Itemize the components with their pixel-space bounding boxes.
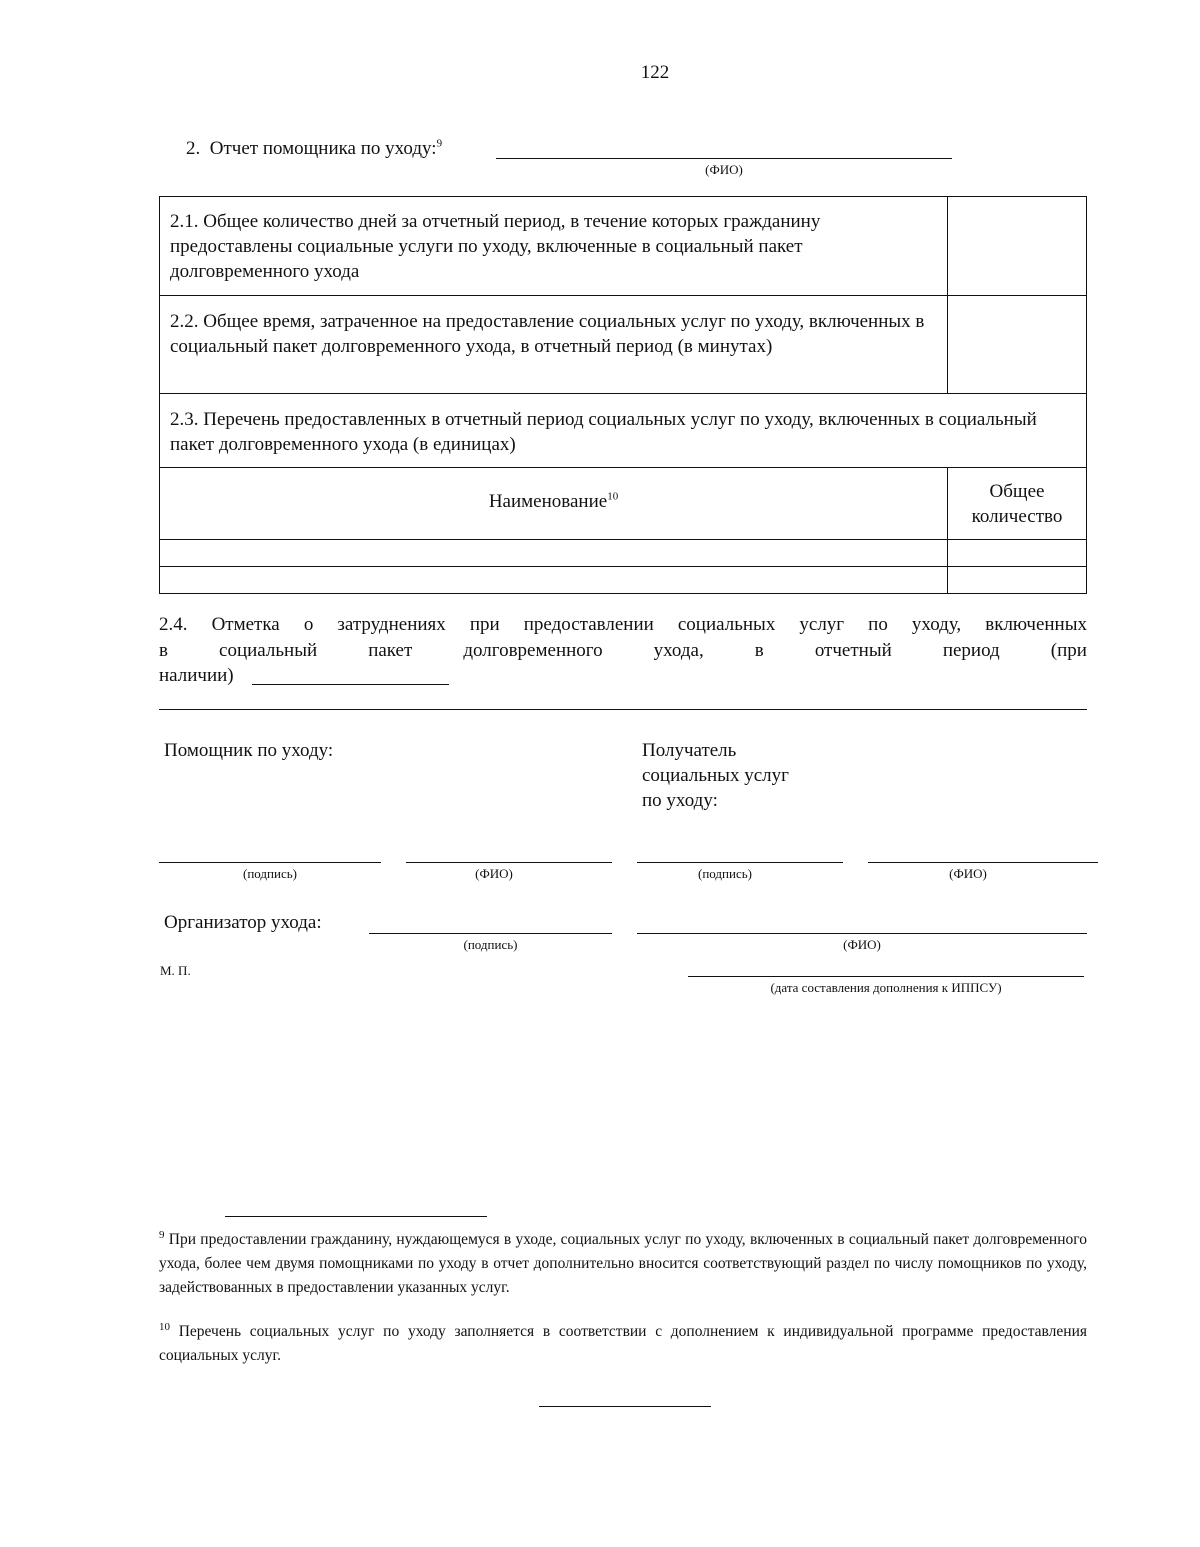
organizer-name-field[interactable] bbox=[637, 933, 1087, 934]
recipient-label-line-3: по уходу: bbox=[642, 790, 718, 811]
row-2-2-text: 2.2. Общее время, затраченное на предоставление социальных услуг по уходу, включенных в социальный пакет долговременного ухода, в отчетный период (в минутах) bbox=[170, 311, 925, 357]
difficulties-word: в bbox=[754, 640, 764, 661]
assistant-name-field-bottom[interactable] bbox=[406, 862, 612, 863]
recipient-label-line-1: Получатель bbox=[642, 740, 737, 761]
assistant-name-field[interactable] bbox=[496, 158, 952, 159]
footnote-9-text: При предоставлении гражданину, нуждающемуся в уходе, социальных услуг по уходу, включенных в социальный пакет долговременного ухода, более чем двумя помощниками по уходу в отчет дополнительно вносится соответствующий раздел по числу помощников по уходу, задействованных в предоставлении указанных услуг. bbox=[159, 1231, 1087, 1296]
organizer-label: Организатор ухода: bbox=[164, 912, 322, 933]
organizer-signature-field[interactable] bbox=[369, 933, 612, 934]
difficulties-line-1: 2.4. Отметка о затруднениях при предоставлении социальных услуг по уходу, включенных bbox=[159, 614, 1087, 635]
recipient-label bbox=[642, 738, 789, 813]
recipient-signature-caption: (подпись) bbox=[698, 866, 752, 881]
recipient-signature-field[interactable] bbox=[637, 862, 843, 863]
section-title bbox=[186, 136, 442, 161]
column-header-count bbox=[948, 479, 1086, 529]
end-separator bbox=[539, 1406, 711, 1407]
column-header-count-line2: количество bbox=[971, 506, 1063, 527]
recipient-name-field[interactable] bbox=[868, 862, 1098, 863]
page-number: 122 bbox=[640, 62, 670, 83]
column-divider bbox=[947, 467, 948, 593]
empty-row-1-name[interactable] bbox=[160, 540, 947, 565]
column-header-count-line1: Общее bbox=[989, 481, 1045, 502]
difficulties-word: долговременного bbox=[463, 640, 603, 661]
column-header-name-text: Наименование bbox=[488, 491, 608, 512]
difficulties-word: отчетный bbox=[814, 640, 892, 661]
row-divider bbox=[160, 393, 1086, 394]
difficulties-line-3: наличии) bbox=[159, 665, 234, 686]
row-2-1-value[interactable] bbox=[949, 197, 1087, 295]
assistant-signature-caption: (подпись) bbox=[243, 866, 297, 881]
column-header-name bbox=[160, 489, 947, 514]
difficulties-word: социальный bbox=[219, 640, 318, 661]
difficulties-word: период bbox=[942, 640, 1000, 661]
empty-row-2-name[interactable] bbox=[160, 567, 947, 593]
footnote-9-ref: 9 bbox=[159, 1228, 165, 1241]
footnote-separator bbox=[225, 1216, 487, 1217]
assistant-signature-field[interactable] bbox=[159, 862, 381, 863]
difficulties-field[interactable] bbox=[252, 684, 449, 685]
empty-row-2-count[interactable] bbox=[949, 567, 1086, 593]
row-2-1-text: 2.1. Общее количество дней за отчетный период, в течение которых гражданину предоставлены социальные услуги по уходу, включенные в социальный пакет долговременного ухода bbox=[170, 211, 821, 282]
date-field[interactable] bbox=[688, 976, 1084, 977]
difficulties-field-continuation[interactable] bbox=[159, 709, 1087, 710]
footnote-ref-10: 10 bbox=[607, 490, 619, 503]
footnote-10 bbox=[159, 1320, 1087, 1368]
empty-row-1-count[interactable] bbox=[949, 540, 1086, 565]
difficulties-word: в bbox=[159, 640, 168, 661]
organizer-name-caption: (ФИО) bbox=[843, 937, 881, 952]
recipient-name-caption: (ФИО) bbox=[949, 866, 987, 881]
difficulties-word: (при bbox=[1050, 640, 1087, 661]
difficulties-word: ухода, bbox=[653, 640, 704, 661]
footnote-ref-9: 9 bbox=[436, 137, 443, 150]
organizer-signature-caption: (подпись) bbox=[463, 937, 518, 952]
section-title-text: Отчет помощника по уходу: bbox=[209, 138, 437, 159]
footnote-10-ref: 10 bbox=[159, 1320, 170, 1333]
row-2-2-value[interactable] bbox=[949, 296, 1087, 393]
assistant-name-caption: (ФИО) bbox=[705, 162, 743, 177]
difficulties-word: пакет bbox=[368, 640, 413, 661]
assistant-label: Помощник по уходу: bbox=[164, 740, 334, 761]
difficulties-line-2 bbox=[159, 638, 1087, 663]
footnote-9 bbox=[159, 1228, 1087, 1300]
stamp-label: М. П. bbox=[160, 963, 191, 978]
report-table bbox=[159, 196, 1087, 594]
assistant-name-caption-bottom: (ФИО) bbox=[475, 866, 513, 881]
section-number: 2. bbox=[186, 138, 201, 159]
footnote-10-text: Перечень социальных услуг по уходу заполняется в соответствии с дополнением к индивидуальной программе предоставления социальных услуг. bbox=[159, 1323, 1088, 1364]
date-caption: (дата составления дополнения к ИППСУ) bbox=[770, 980, 1002, 995]
recipient-label-line-2: социальных услуг bbox=[642, 765, 789, 786]
column-divider bbox=[947, 197, 948, 393]
row-2-3-text: 2.3. Перечень предоставленных в отчетный период социальных услуг по уходу, включенных в социальный пакет долговременного ухода (в единицах) bbox=[170, 409, 1037, 455]
